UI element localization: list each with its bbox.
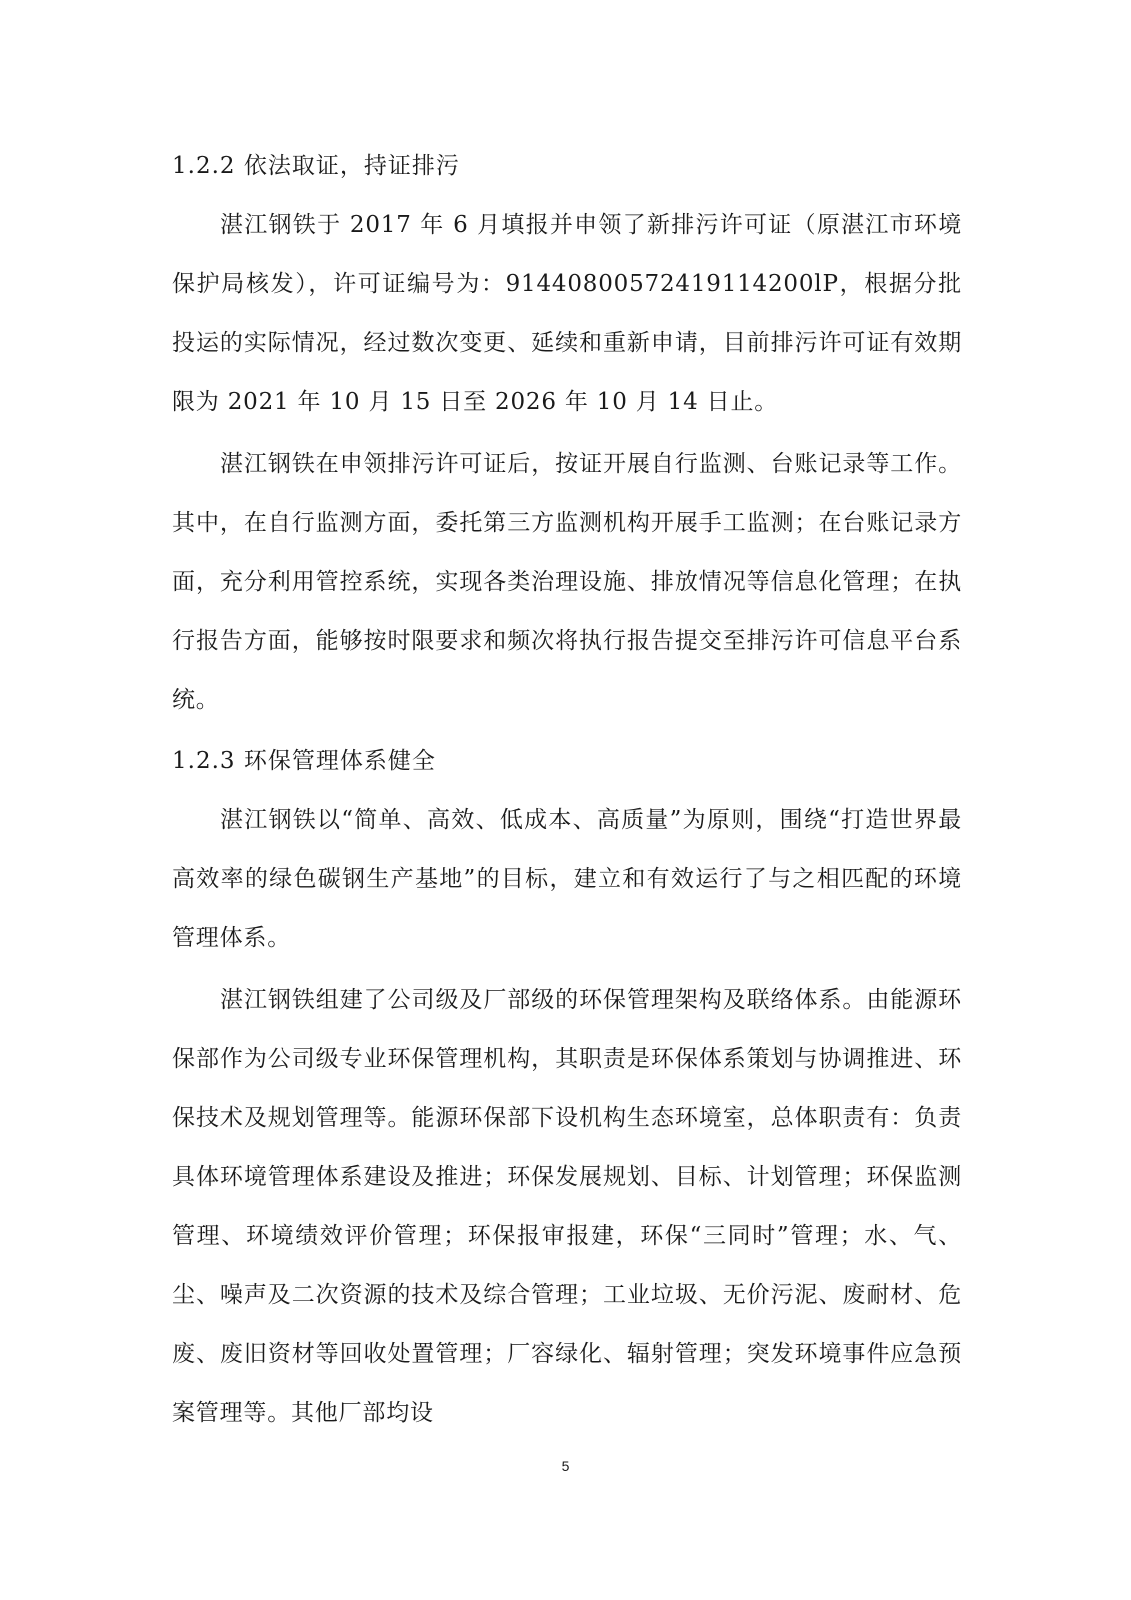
section-heading-1-2-2: 1.2.2 依法取证，持证排污 [172, 153, 460, 179]
section-heading-1-2-3: 1.2.3 环保管理体系健全 [172, 748, 436, 774]
paragraph: 湛江钢铁在申领排污许可证后，按证开展自行监测、台账记录等工作。其中，在自行监测方面，委托第三方监测机构开展手工监测；在台账记录方面，充分利用管控系统，实现各类治理设施、排放情况等信息化管理；在执行报告方面，能够按时限要求和频次将执行报告提交至排污许可信息平台系统。 [172, 451, 962, 713]
page-content [172, 138, 962, 1446]
page-number: 5 [561, 1458, 570, 1474]
paragraph: 湛江钢铁组建了公司级及厂部级的环保管理架构及联络体系。由能源环保部作为公司级专业环保管理机构，其职责是环保体系策划与协调推进、环保技术及规划管理等。能源环保部下设机构生态环境室，总体职责有：负责具体环境管理体系建设及推进；环保发展规划、目标、计划管理；环保监测管理、环境绩效评价管理；环保报审报建，环保“三同时”管理；水、气、尘、噪声及二次资源的技术及综合管理；工业垃圾、无价污泥、废耐材、危废、废旧资材等回收处置管理；厂容绿化、辐射管理；突发环境事件应急预案管理等。其他厂部均设 [172, 987, 962, 1426]
paragraph: 湛江钢铁以“简单、高效、低成本、高质量”为原则，围绕“打造世界最高效率的绿色碳钢生产基地”的目标，建立和有效运行了与之相匹配的环境管理体系。 [172, 807, 962, 951]
paragraph: 湛江钢铁于 2017 年 6 月填报并申领了新排污许可证（原湛江市环境保护局核发），许可证编号为：91440800572419114200lP，根据分批投运的实际情况，经过数次变更、延续和重新申请，目前排污许可证有效期限为 2021 年 10 月 15 日至 2026 年 10 月 14 日止。 [172, 212, 962, 415]
